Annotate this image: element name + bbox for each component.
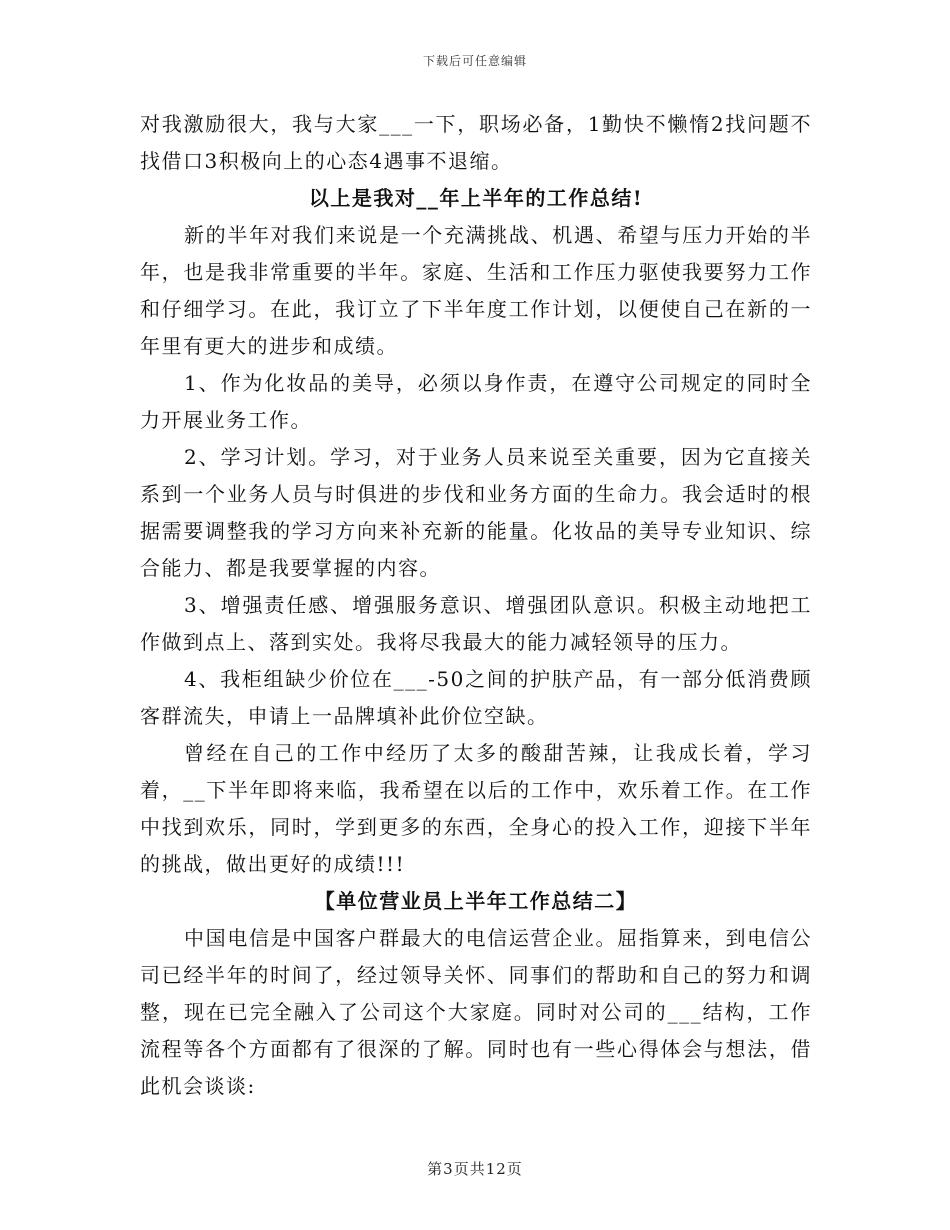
section-heading-part-two: 【单位营业员上半年工作总结二】: [314, 889, 638, 913]
page-header: 下载后可任意编辑: [422, 54, 527, 68]
paragraph-2: 新的半年对我们来说是一个充满挑战、机遇、希望与压力开始的半年，也是我非常重要的半年。家庭、生活和工作压力驱使我要努力工作和仔细学习。在此，我订立了下半年度工作计划，以便使自己在新的一年里有更大的进步和成绩。: [140, 223, 812, 358]
paragraph-3: 1、作为化妆品的美导，必须以身作责，在遵守公司规定的同时全力开展业务工作。: [140, 371, 812, 432]
paragraph-7: 曾经在自己的工作中经历了太多的酸甜苦辣，让我成长着，学习着，__下半年即将来临，我希望在以后的工作中，欢乐着工作。在工作中找到欢乐，同时，学到更多的东西，全身心的投入工作，迎接下半年的挑战，做出更好的成绩!!!: [140, 741, 812, 876]
paragraph-6: 4、我柜组缺少价位在___-50之间的护肤产品，有一部分低消费顾客群流失，申请上一品牌填补此价位空缺。: [140, 667, 812, 728]
paragraph-8: 中国电信是中国客户群最大的电信运营企业。屈指算来，到电信公司已经半年的时间了，经过领导关怀、同事们的帮助和自己的努力和调整，现在已完全融入了公司这个大家庭。同时对公司的___结构，工作流程等各个方面都有了很深的了解。同时也有一些心得体会与想法，借此机会谈谈:: [140, 926, 812, 1098]
document-body: [140, 106, 812, 1105]
page-footer: 第3页共12页: [427, 1160, 523, 1178]
paragraph-1: 对我激励很大，我与大家___一下，职场必备，1勤快不懒惰2找问题不找借口3积极向上的心态4遇事不退缩。: [140, 112, 812, 173]
paragraph-4: 2、学习计划。学习，对于业务人员来说至关重要，因为它直接关系到一个业务人员与时俱进的步伐和业务方面的生命力。我会适时的根据需要调整我的学习方向来补充新的能量。化妆品的美导专业知识、综合能力、都是我要掌握的内容。: [140, 445, 812, 580]
section-heading-summary: 以上是我对__年上半年的工作总结!: [308, 186, 644, 210]
paragraph-5: 3、增强责任感、增强服务意识、增强团队意识。积极主动地把工作做到点上、落到实处。我将尽我最大的能力减轻领导的压力。: [140, 593, 812, 654]
